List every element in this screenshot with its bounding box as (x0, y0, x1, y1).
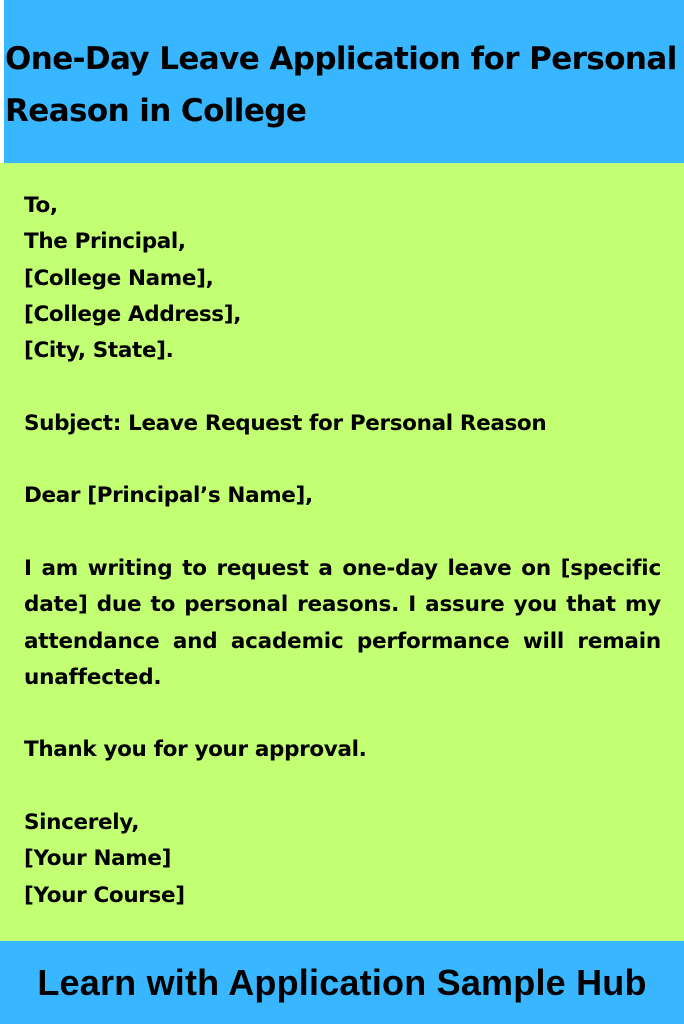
letter-your-name: [Your Name] (24, 846, 172, 872)
spacer (24, 696, 661, 732)
title-line-1: One-Day Leave Application for Personal (5, 41, 677, 77)
letter-subject: Subject: Leave Request for Personal Reason (24, 410, 547, 436)
letter-city-state: [City, State]. (24, 338, 174, 364)
footer-banner (0, 941, 684, 1024)
header-banner (0, 0, 684, 163)
spacer (24, 442, 661, 478)
footer-text: Learn with Application Sample Hub (37, 962, 647, 1003)
letter-to: To, (24, 193, 58, 218)
letter-your-course: [Your Course] (24, 882, 185, 908)
letter-body (24, 188, 661, 914)
letter-closing: Sincerely, (24, 810, 140, 836)
title-line-2: Reason in College (5, 93, 307, 129)
spacer (24, 515, 661, 551)
spacer (24, 369, 661, 405)
letter-body-paragraph: I am writing to request a one-day leave on [specific date] due to personal reasons. I assure you that my attendance and academic performance will remain unaffected. (24, 555, 661, 690)
letter-college-address: [College Address], (24, 301, 242, 327)
letter-recipient: The Principal, (24, 229, 186, 255)
letter-thanks: Thank you for your approval. (24, 737, 367, 763)
letter-college-name: [College Name], (24, 265, 214, 291)
spacer (24, 769, 661, 805)
letter-salutation: Dear [Principal’s Name], (24, 483, 313, 509)
page-title (5, 33, 681, 137)
